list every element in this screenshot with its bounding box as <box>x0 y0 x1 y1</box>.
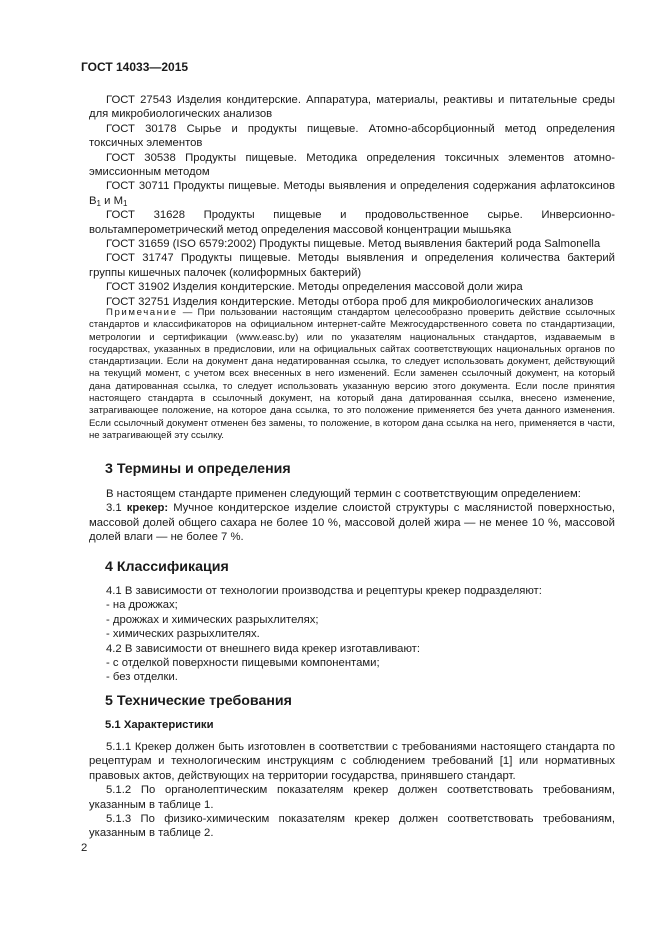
document-code: ГОСТ 14033—2015 <box>81 60 189 74</box>
section-5-title: 5 Технические требования <box>105 693 292 709</box>
note-text: — При пользовании настоящим стандартом целесообразно проверить действие ссылочных стандартов и классификаторов на официальном интернет-сайте Межгосударственного совета по стандартизации, метрологии и сертификации (www.easc.by) или по указателям национальных стандартов, издаваемым в государствах, указанных в предисловии, или на официальных сайтах соответствующих национальных органов по стандартизации. Если на документ дана недатированная ссылка, то следует использовать документ, действующий на текущий момент, с учетом всех внесенных в него изменений. Если заменен ссылочный документ, на который дана датированная ссылка, то следует использовать указанную версию этого документа. Если после принятия настоящего стандарта в ссылочный документ, на который дана датированная ссылка, внесено изменение, затрагивающее положение, на которое дана ссылка, то это положение применяется без учета данного изменения. Если ссылочный документ отменен без замены, то положение, в котором дана ссылка на него, применяется в части, не затрагивающей эту ссылку. <box>89 307 615 441</box>
reference-item: ГОСТ 30711 Продукты пищевые. Методы выявления и определения содержания афлатоксинов $B_1$ и $M_1$ <box>89 180 615 208</box>
reference-item: ГОСТ 31628 Продукты пищевые и продовольственное сырье. Инверсионно-вольтамперометрический метод определения массовой концентрации мышьяка <box>89 209 615 236</box>
list-item: - без отделки. <box>106 671 178 684</box>
section-3-intro: В настоящем стандарте применен следующий термин с соответствующим определением: <box>106 488 581 500</box>
section-4-title: 4 Классификация <box>105 559 229 575</box>
normative-references-list <box>89 93 615 309</box>
reference-item: ГОСТ 32751 Изделия кондитерские. Методы отбора проб для микробиологических анализов <box>106 295 594 308</box>
section-5-body <box>89 740 615 841</box>
list-item: - на дрожжах; <box>106 599 178 612</box>
clause-5-1-1: 5.1.1 Крекер должен быть изготовлен в соответствии с требованиями настоящего стандарта по рецептурам и технологическим инструкциям с соблюдением требований [1] или нормативных правовых актов, действующих на территории государства, принявшего стандарт. <box>89 741 615 782</box>
reference-item: ГОСТ 31747 Продукты пищевые. Методы выявления и определения количества бактерий группы кишечных палочек (колиформных бактерий) <box>89 252 615 279</box>
clause-5-1-2: 5.1.2 По органолептическим показателям крекер должен соответствовать требованиям, указанным в таблице 1. <box>89 784 615 811</box>
note-label: Примечание <box>106 307 178 318</box>
section-4-body <box>89 584 615 685</box>
reference-note <box>89 307 615 442</box>
clause-4-2: 4.2 В зависимости от внешнего вида крекер изготавливают: <box>106 642 420 655</box>
section-3-title: 3 Термины и определения <box>105 461 291 477</box>
page-number: 2 <box>81 842 88 854</box>
term-name: крекер: <box>126 502 169 515</box>
reference-item: ГОСТ 31659 (ISO 6579:2002) Продукты пищевые. Метод выявления бактерий рода Salmonella <box>106 238 601 251</box>
term-definition: 3.1 крекер: Мучное кондитерское изделие слоистой структуры с маслянистой поверхностью, массовой долей общего сахара не более 10 %, массовой долей жира — не менее 10 %, массовой долей влаги — не более 7 %. <box>89 502 615 544</box>
subsection-5-1-title: 5.1 Характеристики <box>105 719 214 731</box>
reference-item: ГОСТ 30178 Сырье и продукты пищевые. Атомно-абсорбционный метод определения токсичных элементов <box>89 122 615 150</box>
reference-item: ГОСТ 31902 Изделия кондитерские. Методы определения массовой доли жира <box>106 281 523 294</box>
list-item: - химических разрыхлителях. <box>106 628 260 641</box>
reference-item: ГОСТ 30538 Продукты пищевые. Методика определения токсичных элементов атомно-эмиссионным методом <box>89 151 615 179</box>
clause-4-1: 4.1 В зависимости от технологии производства и рецептуры крекер подразделяют: <box>106 585 542 597</box>
list-item: - с отделкой поверхности пищевыми компонентами; <box>106 657 380 670</box>
reference-item: ГОСТ 27543 Изделия кондитерские. Аппаратура, материалы, реактивы и питательные среды для микробиологических анализов <box>89 94 615 121</box>
section-3-body <box>89 487 615 545</box>
clause-5-1-3: 5.1.3 По физико-химическим показателям крекер должен соответствовать требованиям, указанным в таблице 2. <box>89 813 615 840</box>
list-item: - дрожжах и химических разрыхлителях; <box>106 613 319 626</box>
